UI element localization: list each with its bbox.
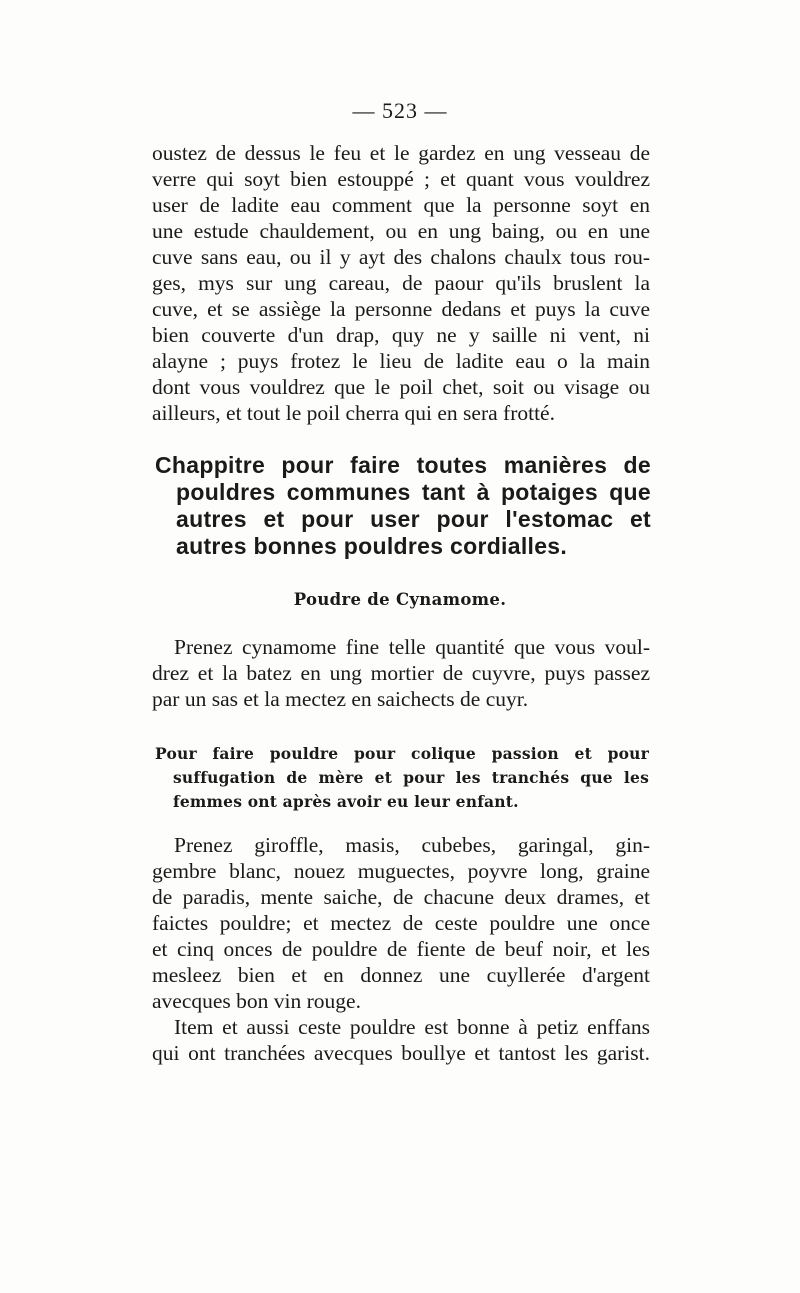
text-line: ges, mys sur ung careau, de paour qu'ils bruslent la: [152, 271, 650, 295]
text-line: ailleurs, et tout le poil cherra qui en sera frotté.: [152, 401, 555, 425]
section-heading: Poudre de Cynamome.: [293, 590, 507, 609]
text-line: Prenez giroffle, masis, cubebes, garingal, gin-: [174, 833, 650, 857]
text-line: avecques bon vin rouge.: [152, 989, 361, 1013]
text-line: alayne ; puys frotez le lieu de ladite eau o la main: [152, 349, 650, 373]
text-line: drez et la batez en ung mortier de cuyvre, puys passez: [152, 661, 650, 685]
page-number: — 523 —: [352, 98, 448, 123]
text-line: et cinq onces de pouldre de fiente de beuf noir, et les: [152, 937, 650, 961]
text-line: user de ladite eau comment que la personne soyt en: [152, 193, 650, 217]
heading-line: Pour faire pouldre pour colique passion et pour: [155, 744, 649, 763]
heading-line: autres et pour user pour l'estomac et: [176, 506, 651, 532]
text-line: dont vous vouldrez que le poil chet, soit ou visage ou: [152, 375, 650, 399]
text-line: bien couverte d'un drap, quy ne y saille ni vent, ni: [152, 323, 650, 347]
text-line: de paradis, mente saiche, de chacune deux drames, et: [152, 885, 650, 909]
heading-line: suffugation de mère et pour les tranchés que les: [173, 768, 649, 787]
heading-line: femmes ont après avoir eu leur enfant.: [173, 792, 519, 811]
paragraph-3: [152, 832, 650, 1066]
text-line: qui ont tranchées avecques boullye et tantost les garist.: [152, 1041, 650, 1065]
text-line: faictes pouldre; et mectez de ceste pouldre une once: [152, 911, 650, 935]
paragraph-2: [152, 634, 650, 712]
recipe-heading: [155, 742, 649, 814]
text-line: cuve sans eau, ou il y ayt des chalons chaulx tous rou-: [152, 245, 650, 269]
text-line: verre qui soyt bien estouppé ; et quant vous vouldrez: [152, 167, 650, 191]
heading-line: autres bonnes pouldres cordialles.: [176, 533, 568, 559]
text-line: oustez de dessus le feu et le gardez en ung vesseau de: [152, 141, 650, 165]
text-line: cuve, et se assiège la personne dedans et puys la cuve: [152, 297, 650, 321]
text-line: par un sas et la mectez en saichects de cuyr.: [152, 687, 529, 711]
text-line: Item et aussi ceste pouldre est bonne à petiz enffans: [174, 1015, 650, 1039]
text-line: mesleez bien et en donnez une cuyllerée d'argent: [152, 963, 650, 987]
chapter-heading: [155, 452, 651, 560]
paragraph-1: [152, 140, 650, 426]
heading-line: Chappitre pour faire toutes manières de: [155, 452, 651, 478]
heading-line: pouldres communes tant à potaiges que: [176, 479, 651, 505]
text-line: Prenez cynamome fine telle quantité que vous voul-: [174, 635, 650, 659]
text-line: gembre blanc, nouez muguectes, poyvre long, graine: [152, 859, 650, 883]
text-line: une estude chauldement, ou en ung baing, ou en une: [152, 219, 650, 243]
